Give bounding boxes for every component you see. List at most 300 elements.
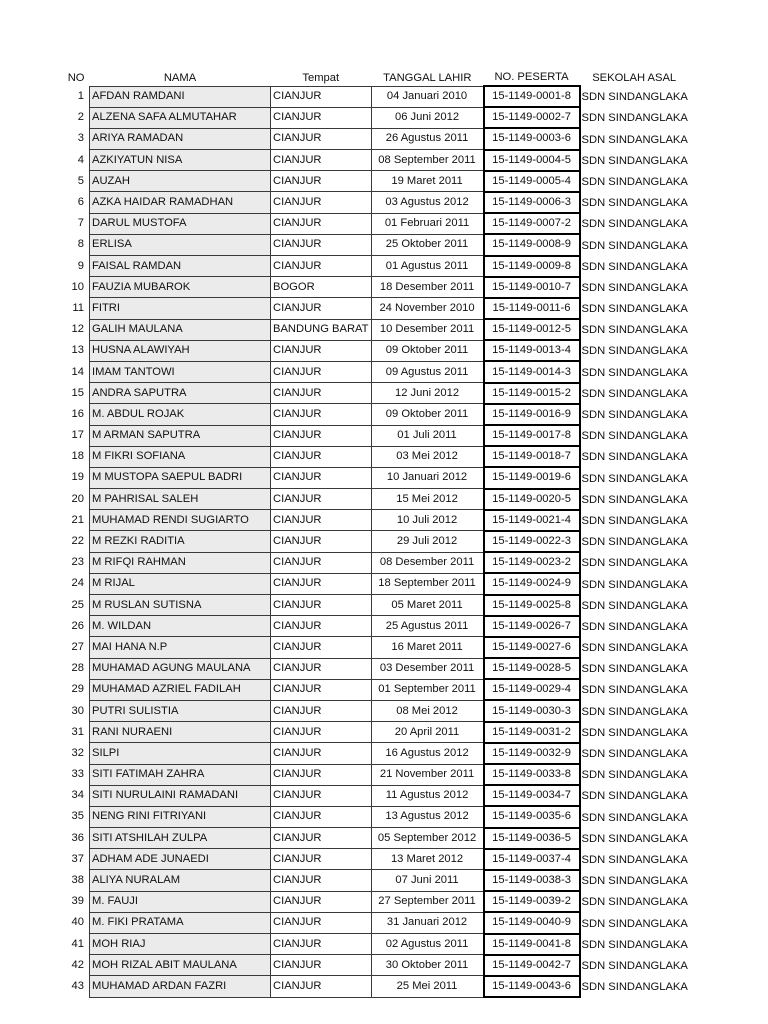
cell-tempat: CIANJUR — [271, 743, 372, 764]
cell-no-peserta: 15-1149-0002-7 — [484, 107, 580, 128]
student-table — [60, 70, 690, 998]
header-sekolah-asal: SEKOLAH ASAL — [592, 72, 677, 84]
cell-tempat: CIANJUR — [271, 256, 372, 277]
cell-no: 3 — [77, 132, 84, 145]
cell-nama: FAISAL RAMDAN — [90, 256, 271, 277]
cell-tanggal-lahir: 05 September 2012 — [371, 828, 484, 849]
cell-no-peserta: 15-1149-0026-7 — [484, 616, 580, 637]
cell-no-peserta: 15-1149-0003-6 — [484, 128, 580, 149]
cell-sekolah-asal: SDN SINDANGLAKA — [581, 620, 688, 633]
cell-tempat: CIANJUR — [271, 446, 372, 467]
cell-tanggal-lahir: 08 Desember 2011 — [371, 552, 484, 573]
cell-nama: SITI NURULAINI RAMADANI — [90, 785, 271, 806]
table-row — [60, 361, 690, 382]
header-no-peserta: NO. PESERTA — [494, 71, 569, 83]
cell-no-peserta: 15-1149-0035-6 — [484, 806, 580, 827]
cell-sekolah-asal: SDN SINDANGLAKA — [581, 684, 688, 697]
cell-tempat: CIANJUR — [271, 849, 372, 870]
cell-nama: MUHAMAD RENDI SUGIARTO — [90, 510, 271, 531]
cell-no: 38 — [71, 874, 84, 887]
cell-tanggal-lahir: 24 November 2010 — [371, 298, 484, 319]
cell-sekolah-asal: SDN SINDANGLAKA — [581, 938, 688, 951]
cell-tempat: CIANJUR — [271, 150, 372, 171]
cell-sekolah-asal: SDN SINDANGLAKA — [581, 218, 688, 231]
cell-no: 6 — [77, 196, 84, 209]
cell-no-peserta: 15-1149-0043-6 — [484, 976, 580, 997]
cell-nama: NENG RINI FITRIYANI — [90, 806, 271, 827]
cell-nama: ARIYA RAMADAN — [90, 128, 271, 149]
cell-nama: MAI HANA N.P — [90, 637, 271, 658]
table-row — [60, 891, 690, 912]
cell-sekolah-asal: SDN SINDANGLAKA — [581, 154, 688, 167]
cell-no-peserta: 15-1149-0019-6 — [484, 467, 580, 488]
cell-sekolah-asal: SDN SINDANGLAKA — [581, 811, 688, 824]
table-row — [60, 340, 690, 361]
cell-tanggal-lahir: 11 Agustus 2012 — [371, 785, 484, 806]
cell-no-peserta: 15-1149-0029-4 — [484, 679, 580, 700]
cell-no: 17 — [71, 429, 84, 442]
cell-sekolah-asal: SDN SINDANGLAKA — [581, 917, 688, 930]
cell-no: 25 — [71, 598, 84, 611]
cell-tanggal-lahir: 07 Juni 2011 — [371, 870, 484, 891]
header-no: NO — [67, 72, 85, 84]
cell-tempat: CIANJUR — [271, 128, 372, 149]
cell-no-peserta: 15-1149-0027-6 — [484, 637, 580, 658]
cell-no: 31 — [71, 725, 84, 738]
cell-tanggal-lahir: 09 Agustus 2011 — [371, 361, 484, 382]
cell-no-peserta: 15-1149-0036-5 — [484, 828, 580, 849]
cell-no: 23 — [71, 556, 84, 569]
cell-tempat: CIANJUR — [271, 552, 372, 573]
cell-tempat: CIANJUR — [271, 912, 372, 933]
cell-tanggal-lahir: 08 September 2011 — [371, 150, 484, 171]
cell-tempat: CIANJUR — [271, 934, 372, 955]
cell-tanggal-lahir: 03 Agustus 2012 — [371, 192, 484, 213]
table-row — [60, 150, 690, 171]
cell-tanggal-lahir: 13 Maret 2012 — [371, 849, 484, 870]
cell-tempat: CIANJUR — [271, 425, 372, 446]
cell-nama: MUHAMAD AZRIEL FADILAH — [90, 679, 271, 700]
table-row — [60, 743, 690, 764]
cell-no-peserta: 15-1149-0030-3 — [484, 700, 580, 721]
cell-tanggal-lahir: 09 Oktober 2011 — [371, 404, 484, 425]
cell-tanggal-lahir: 25 Agustus 2011 — [371, 616, 484, 637]
cell-no: 29 — [71, 683, 84, 696]
cell-tempat: CIANJUR — [271, 573, 372, 594]
cell-tanggal-lahir: 03 Desember 2011 — [371, 658, 484, 679]
cell-no: 32 — [71, 746, 84, 759]
cell-no: 8 — [77, 238, 84, 251]
cell-tempat: CIANJUR — [271, 171, 372, 192]
cell-no-peserta: 15-1149-0041-8 — [484, 934, 580, 955]
table-row — [60, 446, 690, 467]
cell-no-peserta: 15-1149-0033-8 — [484, 764, 580, 785]
cell-tanggal-lahir: 16 Agustus 2012 — [371, 743, 484, 764]
cell-no: 11 — [72, 301, 84, 314]
cell-nama: SITI ATSHILAH ZULPA — [90, 828, 271, 849]
cell-sekolah-asal: SDN SINDANGLAKA — [581, 769, 688, 782]
cell-nama: M. ABDUL ROJAK — [90, 404, 271, 425]
cell-tempat: CIANJUR — [271, 361, 372, 382]
table-row — [60, 383, 690, 404]
cell-sekolah-asal: SDN SINDANGLAKA — [581, 409, 688, 421]
cell-tanggal-lahir: 13 Agustus 2012 — [371, 806, 484, 827]
cell-tempat: CIANJUR — [271, 383, 372, 404]
cell-no: 19 — [71, 471, 84, 484]
cell-sekolah-asal: SDN SINDANGLAKA — [581, 239, 688, 252]
cell-tanggal-lahir: 05 Maret 2011 — [371, 595, 484, 616]
cell-nama: M MUSTOPA SAEPUL BADRI — [90, 467, 271, 488]
cell-sekolah-asal: SDN SINDANGLAKA — [581, 345, 688, 358]
cell-no: 18 — [71, 450, 84, 463]
cell-tanggal-lahir: 18 Desember 2011 — [371, 277, 484, 298]
cell-sekolah-asal: SDN SINDANGLAKA — [581, 281, 688, 294]
cell-sekolah-asal: SDN SINDANGLAKA — [581, 324, 688, 337]
cell-no-peserta: 15-1149-0028-5 — [484, 658, 580, 679]
cell-no: 40 — [71, 916, 84, 929]
table-row — [60, 277, 690, 298]
cell-no-peserta: 15-1149-0022-3 — [484, 531, 580, 552]
table-row — [60, 531, 690, 552]
cell-nama: MOH RIAJ — [90, 934, 271, 955]
cell-tanggal-lahir: 01 Juli 2011 — [371, 425, 484, 446]
table-row — [60, 234, 690, 255]
cell-tanggal-lahir: 06 Juni 2012 — [371, 107, 484, 128]
cell-no-peserta: 15-1149-0031-2 — [484, 722, 580, 743]
cell-nama: M. FIKI PRATAMA — [90, 912, 271, 933]
cell-no: 9 — [77, 259, 84, 272]
cell-no-peserta: 15-1149-0021-4 — [484, 510, 580, 531]
cell-sekolah-asal: SDN SINDANGLAKA — [581, 175, 688, 188]
cell-tanggal-lahir: 30 Oktober 2011 — [371, 955, 484, 976]
table-row — [60, 298, 690, 319]
cell-tempat: CIANJUR — [271, 107, 372, 128]
cell-sekolah-asal: SDN SINDANGLAKA — [581, 981, 688, 994]
cell-no-peserta: 15-1149-0016-9 — [484, 404, 580, 425]
cell-tanggal-lahir: 15 Mei 2012 — [371, 489, 484, 510]
cell-no-peserta: 15-1149-0014-3 — [484, 361, 580, 382]
cell-nama: DARUL MUSTOFA — [90, 213, 271, 234]
cell-sekolah-asal: SDN SINDANGLAKA — [581, 642, 688, 655]
cell-nama: FITRI — [90, 298, 271, 319]
cell-sekolah-asal: SDN SINDANGLAKA — [581, 430, 688, 443]
table-row — [60, 934, 690, 955]
cell-nama: SILPI — [90, 743, 271, 764]
cell-no: 30 — [71, 704, 84, 717]
cell-nama: AZKA HAIDAR RAMADHAN — [90, 192, 271, 213]
cell-sekolah-asal: SDN SINDANGLAKA — [581, 853, 688, 866]
cell-tanggal-lahir: 12 Juni 2012 — [371, 383, 484, 404]
cell-sekolah-asal: SDN SINDANGLAKA — [581, 875, 688, 888]
cell-no-peserta: 15-1149-0011-6 — [484, 298, 580, 319]
table-row — [60, 128, 690, 149]
cell-sekolah-asal: SDN SINDANGLAKA — [581, 536, 688, 549]
cell-no-peserta: 15-1149-0020-5 — [484, 489, 580, 510]
cell-sekolah-asal: SDN SINDANGLAKA — [581, 133, 688, 146]
cell-no: 41 — [71, 937, 84, 950]
table-row — [60, 722, 690, 743]
cell-sekolah-asal: SDN SINDANGLAKA — [581, 91, 688, 104]
table-row — [60, 319, 690, 340]
table-body — [60, 86, 690, 997]
cell-tempat: BOGOR — [271, 277, 372, 298]
cell-sekolah-asal: SDN SINDANGLAKA — [581, 260, 688, 273]
table-row — [60, 510, 690, 531]
cell-no-peserta: 15-1149-0032-9 — [484, 743, 580, 764]
cell-tanggal-lahir: 16 Maret 2011 — [371, 637, 484, 658]
cell-tanggal-lahir: 02 Agustus 2011 — [371, 934, 484, 955]
cell-sekolah-asal: SDN SINDANGLAKA — [581, 557, 688, 570]
cell-no: 16 — [71, 407, 84, 420]
cell-tanggal-lahir: 04 Januari 2010 — [371, 86, 484, 107]
cell-tempat: BANDUNG BARAT — [271, 319, 372, 340]
cell-no: 1 — [77, 90, 84, 103]
cell-no-peserta: 15-1149-0037-4 — [484, 849, 580, 870]
cell-nama: HUSNA ALAWIYAH — [90, 340, 271, 361]
table-row — [60, 107, 690, 128]
cell-tempat: CIANJUR — [271, 340, 372, 361]
cell-nama: M RUSLAN SUTISNA — [90, 595, 271, 616]
cell-nama: MOH RIZAL ABIT MAULANA — [90, 955, 271, 976]
cell-tanggal-lahir: 03 Mei 2012 — [371, 446, 484, 467]
cell-tanggal-lahir: 01 Februari 2011 — [371, 213, 484, 234]
cell-no: 4 — [77, 153, 84, 166]
cell-sekolah-asal: SDN SINDANGLAKA — [581, 472, 688, 485]
cell-no: 22 — [71, 535, 84, 548]
cell-sekolah-asal: SDN SINDANGLAKA — [581, 663, 688, 676]
cell-nama: IMAM TANTOWI — [90, 361, 271, 382]
cell-sekolah-asal: SDN SINDANGLAKA — [581, 197, 688, 210]
cell-no: 14 — [71, 365, 84, 378]
cell-nama: ALZENA SAFA ALMUTAHAR — [90, 107, 271, 128]
cell-tempat: CIANJUR — [271, 658, 372, 679]
cell-tanggal-lahir: 01 Agustus 2011 — [371, 256, 484, 277]
table-row — [60, 955, 690, 976]
table-row — [60, 764, 690, 785]
cell-tempat: CIANJUR — [271, 467, 372, 488]
cell-tanggal-lahir: 29 Juli 2012 — [371, 531, 484, 552]
cell-tempat: CIANJUR — [271, 213, 372, 234]
cell-no: 37 — [71, 852, 84, 865]
cell-no-peserta: 15-1149-0039-2 — [484, 891, 580, 912]
cell-nama: AFDAN RAMDANI — [90, 86, 271, 107]
cell-no: 20 — [71, 492, 84, 505]
cell-sekolah-asal: SDN SINDANGLAKA — [581, 832, 688, 845]
cell-no: 34 — [71, 789, 84, 802]
cell-no-peserta: 15-1149-0025-8 — [484, 595, 580, 616]
cell-no: 39 — [71, 895, 84, 908]
cell-tanggal-lahir: 08 Mei 2012 — [371, 700, 484, 721]
cell-nama: M REZKI RADITIA — [90, 531, 271, 552]
cell-no-peserta: 15-1149-0018-7 — [484, 446, 580, 467]
cell-tanggal-lahir: 10 Desember 2011 — [371, 319, 484, 340]
table-row — [60, 425, 690, 446]
cell-tempat: CIANJUR — [271, 976, 372, 997]
cell-nama: GALIH MAULANA — [90, 319, 271, 340]
cell-nama: SITI FATIMAH ZAHRA — [90, 764, 271, 785]
cell-sekolah-asal: SDN SINDANGLAKA — [581, 303, 688, 316]
cell-tempat: CIANJUR — [271, 192, 372, 213]
cell-tempat: CIANJUR — [271, 616, 372, 637]
cell-no-peserta: 15-1149-0005-4 — [484, 171, 580, 192]
cell-nama: MUHAMAD ARDAN FAZRI — [90, 976, 271, 997]
cell-nama: M RIFQI RAHMAN — [90, 552, 271, 573]
cell-tempat: CIANJUR — [271, 722, 372, 743]
cell-no-peserta: 15-1149-0006-3 — [484, 192, 580, 213]
table-row — [60, 785, 690, 806]
table-row — [60, 256, 690, 277]
cell-tempat: CIANJUR — [271, 489, 372, 510]
table-row — [60, 828, 690, 849]
cell-sekolah-asal: SDN SINDANGLAKA — [581, 599, 688, 612]
cell-sekolah-asal: SDN SINDANGLAKA — [581, 387, 688, 400]
cell-nama: M PAHRISAL SALEH — [90, 489, 271, 510]
table-row — [60, 806, 690, 827]
cell-no: 24 — [71, 577, 84, 590]
cell-tempat: CIANJUR — [271, 86, 372, 107]
cell-nama: AUZAH — [90, 171, 271, 192]
cell-no: 7 — [77, 217, 84, 230]
cell-tempat: CIANJUR — [271, 679, 372, 700]
cell-no: 10 — [71, 280, 84, 293]
cell-tempat: CIANJUR — [271, 404, 372, 425]
cell-nama: AZKIYATUN NISA — [90, 150, 271, 171]
cell-no: 15 — [71, 386, 84, 399]
cell-tempat: CIANJUR — [271, 955, 372, 976]
cell-nama: FAUZIA MUBAROK — [90, 277, 271, 298]
table-row — [60, 700, 690, 721]
cell-sekolah-asal: SDN SINDANGLAKA — [581, 112, 688, 125]
cell-tanggal-lahir: 25 Mei 2011 — [371, 976, 484, 997]
table-row — [60, 467, 690, 488]
cell-tempat: CIANJUR — [271, 510, 372, 531]
cell-tanggal-lahir: 21 November 2011 — [371, 764, 484, 785]
header-tempat: Tempat — [302, 71, 340, 84]
table-row — [60, 658, 690, 679]
cell-tempat: CIANJUR — [271, 531, 372, 552]
cell-sekolah-asal: SDN SINDANGLAKA — [581, 748, 688, 760]
cell-no-peserta: 15-1149-0013-4 — [484, 340, 580, 361]
cell-no-peserta: 15-1149-0038-3 — [484, 870, 580, 891]
cell-tanggal-lahir: 26 Agustus 2011 — [371, 128, 484, 149]
header-row — [60, 70, 690, 86]
cell-nama: M. FAUJI — [90, 891, 271, 912]
cell-no: 33 — [71, 768, 84, 781]
cell-no: 28 — [71, 662, 84, 675]
cell-tanggal-lahir: 10 Januari 2012 — [371, 467, 484, 488]
cell-no: 5 — [77, 174, 84, 187]
cell-sekolah-asal: SDN SINDANGLAKA — [581, 514, 688, 527]
cell-no: 2 — [77, 111, 84, 124]
cell-tempat: CIANJUR — [271, 595, 372, 616]
cell-no-peserta: 15-1149-0023-2 — [484, 552, 580, 573]
cell-tanggal-lahir: 31 Januari 2012 — [371, 912, 484, 933]
cell-no-peserta: 15-1149-0012-5 — [484, 319, 580, 340]
cell-nama: ANDRA SAPUTRA — [90, 383, 271, 404]
cell-nama: M. WILDAN — [90, 616, 271, 637]
table-row — [60, 637, 690, 658]
cell-no-peserta: 15-1149-0015-2 — [484, 383, 580, 404]
cell-no: 21 — [71, 513, 84, 526]
cell-nama: ADHAM ADE JUNAEDI — [90, 849, 271, 870]
cell-no: 27 — [71, 640, 84, 653]
cell-tempat: CIANJUR — [271, 234, 372, 255]
cell-tanggal-lahir: 27 September 2011 — [371, 891, 484, 912]
cell-nama: M FIKRI SOFIANA — [90, 446, 271, 467]
cell-nama: ALIYA NURALAM — [90, 870, 271, 891]
cell-tempat: CIANJUR — [271, 785, 372, 806]
cell-no: 36 — [71, 831, 84, 844]
cell-nama: PUTRI SULISTIA — [90, 700, 271, 721]
table-row — [60, 849, 690, 870]
table-row — [60, 679, 690, 700]
table-row — [60, 213, 690, 234]
cell-no-peserta: 15-1149-0008-9 — [484, 234, 580, 255]
cell-no-peserta: 15-1149-0017-8 — [484, 425, 580, 446]
cell-sekolah-asal: SDN SINDANGLAKA — [581, 959, 688, 972]
cell-nama: MUHAMAD AGUNG MAULANA — [90, 658, 271, 679]
cell-no-peserta: 15-1149-0004-5 — [484, 150, 580, 171]
cell-tempat: CIANJUR — [271, 828, 372, 849]
cell-tanggal-lahir: 25 Oktober 2011 — [371, 234, 484, 255]
cell-sekolah-asal: SDN SINDANGLAKA — [581, 790, 688, 803]
header-nama: NAMA — [163, 71, 197, 84]
cell-nama: ERLISA — [90, 234, 271, 255]
cell-no: 42 — [71, 958, 84, 971]
cell-tempat: CIANJUR — [271, 806, 372, 827]
table-row — [60, 616, 690, 637]
cell-tanggal-lahir: 09 Oktober 2011 — [371, 340, 484, 361]
table-row — [60, 595, 690, 616]
cell-nama: RANI NURAENI — [90, 722, 271, 743]
cell-sekolah-asal: SDN SINDANGLAKA — [581, 366, 688, 379]
cell-no: 35 — [71, 810, 84, 823]
cell-tempat: CIANJUR — [271, 891, 372, 912]
cell-sekolah-asal: SDN SINDANGLAKA — [581, 493, 688, 506]
cell-nama: M RIJAL — [90, 573, 271, 594]
cell-tempat: CIANJUR — [271, 298, 372, 319]
cell-no: 12 — [71, 323, 84, 336]
table-row — [60, 573, 690, 594]
table-row — [60, 489, 690, 510]
header-tanggal-lahir: TANGGAL LAHIR — [383, 71, 472, 84]
table-row — [60, 404, 690, 425]
cell-sekolah-asal: SDN SINDANGLAKA — [581, 896, 688, 909]
table-row — [60, 86, 690, 107]
cell-tempat: CIANJUR — [271, 870, 372, 891]
cell-tempat: CIANJUR — [271, 637, 372, 658]
cell-sekolah-asal: SDN SINDANGLAKA — [581, 451, 688, 464]
table-row — [60, 976, 690, 997]
cell-no: 43 — [71, 979, 84, 992]
table-row — [60, 870, 690, 891]
cell-no-peserta: 15-1149-0007-2 — [484, 213, 580, 234]
cell-no-peserta: 15-1149-0034-7 — [484, 785, 580, 806]
cell-tanggal-lahir: 01 September 2011 — [371, 679, 484, 700]
cell-nama: M ARMAN SAPUTRA — [90, 425, 271, 446]
table-row — [60, 552, 690, 573]
cell-no: 26 — [71, 619, 84, 632]
cell-no-peserta: 15-1149-0010-7 — [484, 277, 580, 298]
cell-tempat: CIANJUR — [271, 764, 372, 785]
cell-tanggal-lahir: 18 September 2011 — [371, 573, 484, 594]
table-row — [60, 192, 690, 213]
cell-no-peserta: 15-1149-0024-9 — [484, 573, 580, 594]
cell-tanggal-lahir: 20 April 2011 — [371, 722, 484, 743]
table-row — [60, 912, 690, 933]
cell-sekolah-asal: SDN SINDANGLAKA — [581, 726, 688, 739]
cell-no-peserta: 15-1149-0001-8 — [484, 86, 580, 107]
